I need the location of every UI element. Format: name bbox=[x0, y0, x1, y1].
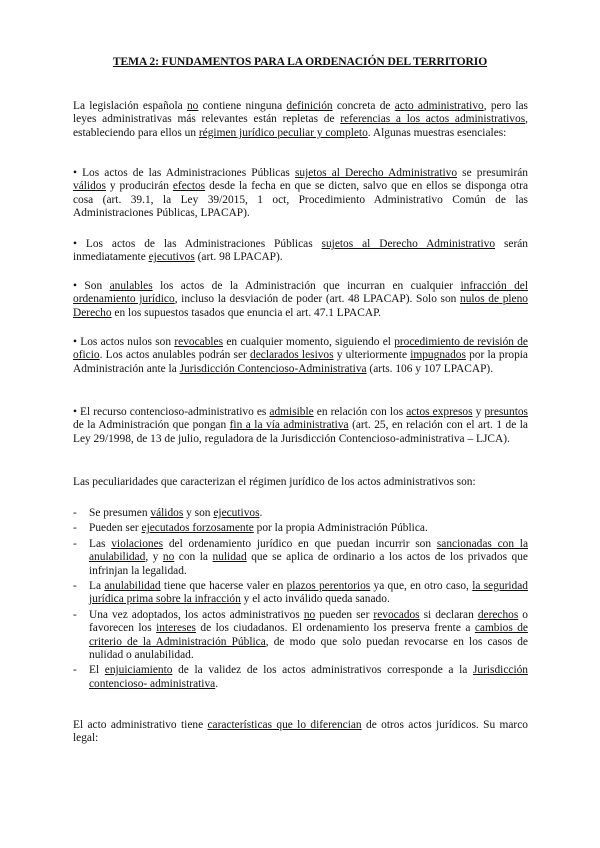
text: por la propia Administración Pública. bbox=[253, 522, 428, 535]
bullet-paragraph-validity bbox=[73, 167, 528, 221]
text: (art. 98 LPACAP). bbox=[194, 251, 283, 264]
underlined-term: enjuiciamiento bbox=[104, 664, 173, 677]
underlined-term: nulidad bbox=[212, 551, 247, 564]
text: por la propia Administración ante la bbox=[73, 349, 528, 375]
underlined-term: ejecutados forzosamente bbox=[141, 522, 254, 535]
list-item bbox=[73, 664, 528, 691]
dash-marker: - bbox=[73, 664, 77, 677]
text: y son bbox=[183, 507, 214, 519]
text: en cualquier momento, siguiendo el bbox=[223, 336, 395, 348]
bullet-paragraph-executive bbox=[73, 238, 528, 265]
underlined-term: plazos perentorios bbox=[286, 580, 371, 593]
underlined-term: características que lo diferencian bbox=[207, 719, 362, 731]
text: , y bbox=[145, 551, 163, 564]
underlined-term: derechos bbox=[477, 608, 519, 621]
text: • Los actos nulos son bbox=[73, 336, 175, 348]
underlined-term: acto administrativo bbox=[394, 100, 484, 112]
underlined-term: cambios de criterio de la Administración Pública bbox=[89, 622, 528, 648]
text: con la bbox=[174, 551, 213, 564]
text: , de modo que solo puedan revocarse en los casos de nulidad o anulabilidad. bbox=[89, 635, 528, 662]
bullet-paragraph-annulable bbox=[73, 280, 528, 320]
text: • Los actos de las Administraciones Públicas bbox=[73, 238, 322, 250]
text: en relación con los bbox=[313, 406, 407, 418]
text: El acto administrativo tiene bbox=[73, 719, 208, 731]
underlined-term: referencias a los actos administrativos bbox=[340, 113, 526, 126]
closing-paragraph bbox=[73, 719, 528, 746]
underlined-term: infracción del ordenamiento jurídico bbox=[73, 280, 528, 306]
underlined-term: definición bbox=[286, 100, 333, 112]
list-item bbox=[73, 507, 528, 520]
underlined-term: Jurisdicción Contencioso-Administrativa bbox=[179, 362, 367, 375]
underlined-term: no bbox=[162, 551, 175, 564]
underlined-term: fin a la vía administrativa bbox=[229, 419, 349, 432]
text: serán inmediatamente bbox=[73, 238, 528, 264]
text: • Los actos de las Administraciones Públicas bbox=[73, 167, 295, 179]
text: se presumirán bbox=[457, 167, 529, 179]
text: en los supuestos tasados que enuncia el art. 47.1 LPACAP. bbox=[111, 306, 382, 319]
text: . Los actos anulables podrán ser bbox=[99, 349, 251, 362]
list-item bbox=[73, 522, 528, 535]
text: y ulteriormente bbox=[333, 349, 411, 362]
text: contiene ninguna bbox=[198, 100, 287, 112]
text: de los ciudadanos. El ordenamiento los preserva frente a bbox=[195, 622, 475, 635]
text: y bbox=[472, 406, 485, 418]
text: El bbox=[89, 664, 105, 677]
dash-marker: - bbox=[73, 522, 77, 535]
underlined-term: procedimiento de revisión de oficio bbox=[73, 336, 528, 362]
underlined-term: régimen jurídico peculiar y completo bbox=[198, 126, 368, 139]
underlined-term: ejecutivos bbox=[148, 251, 195, 264]
text: y producirán bbox=[105, 180, 173, 193]
text: concreta de bbox=[332, 100, 395, 112]
text: Las bbox=[89, 537, 112, 550]
page-title: TEMA 2: FUNDAMENTOS PARA LA ORDENACIÓN DEL TERRITORIO bbox=[112, 55, 488, 68]
text: • Son bbox=[73, 280, 110, 292]
text: de la validez de los actos administrativos corresponde a la bbox=[172, 664, 473, 677]
text: del ordenamiento jurídico en que puedan incurrir son bbox=[163, 537, 437, 550]
text: o favorecen los bbox=[89, 608, 529, 635]
underlined-term: impugnados bbox=[410, 349, 466, 362]
text: Se presumen bbox=[89, 507, 151, 519]
text: . Algunas muestras esenciales: bbox=[367, 126, 507, 139]
text: los actos de la Administración que incurran en cualquier bbox=[152, 280, 461, 292]
underlined-term: sujetos al Derecho Administrativo bbox=[321, 238, 496, 250]
underlined-term: violaciones bbox=[111, 537, 164, 550]
underlined-term: Jurisdicción contencioso- administrativa bbox=[89, 664, 528, 690]
text: de la Administración que pongan bbox=[73, 419, 230, 432]
peculiarities-paragraph: Las peculiaridades que caracterizan el régimen jurídico de los actos administrativos son: bbox=[73, 476, 476, 488]
underlined-term: anulabilidad bbox=[104, 580, 161, 593]
underlined-term: ejecutivos bbox=[213, 507, 260, 519]
dash-marker: - bbox=[73, 608, 77, 621]
underlined-term: declarados lesivos bbox=[250, 349, 334, 362]
underlined-term: revocados bbox=[373, 608, 420, 621]
underlined-term: no bbox=[303, 608, 316, 621]
text: pueden ser bbox=[315, 608, 374, 621]
underlined-term: actos expresos bbox=[406, 406, 473, 418]
text: La legislación española bbox=[73, 100, 187, 112]
underlined-term: intereses bbox=[156, 622, 196, 635]
underlined-term: revocables bbox=[174, 336, 224, 348]
bullet-paragraph-revocable bbox=[73, 336, 528, 376]
underlined-term: sancionadas con la anulabilidad bbox=[89, 537, 529, 564]
text: Pueden ser bbox=[89, 522, 142, 535]
text: y el acto inválido queda sanado. bbox=[240, 593, 390, 606]
intro-paragraph bbox=[73, 100, 528, 140]
text: si declaran bbox=[419, 608, 478, 621]
underlined-term: no bbox=[186, 100, 199, 112]
peculiarities-list bbox=[73, 507, 528, 693]
underlined-term: la seguridad jurídica prima sobre la infracción bbox=[89, 580, 528, 606]
text: ya que, en otro caso, bbox=[370, 580, 473, 593]
text: que se aplica de ordinario a los actos de los privados que infrinjan la legalidad. bbox=[89, 551, 528, 577]
underlined-term: válidos bbox=[150, 507, 184, 519]
dash-marker: - bbox=[73, 537, 77, 550]
text: tiene que hacerse valer en bbox=[160, 580, 287, 593]
text: . bbox=[259, 507, 263, 519]
underlined-term: admisible bbox=[269, 406, 314, 418]
text: , estableciendo para ellos un bbox=[73, 113, 528, 139]
text: desde la fecha en que se dicten, salvo que en ellos se disponga otra cosa (art. 39.1, la Ley 39/2015, 1 oct, Procedimiento Administrativo Común de las Administraciones Públicas, LPACAP). bbox=[73, 180, 528, 220]
list-item bbox=[73, 580, 528, 607]
bullet-paragraph-appeal bbox=[73, 406, 528, 446]
text: (art. 25, en relación con el art. 1 de la Ley 29/1998, de 13 de julio, reguladora de la Jurisdicción Contencioso-administrativa – LJCA). bbox=[73, 419, 528, 445]
list-item bbox=[73, 609, 528, 663]
text: (arts. 106 y 107 LPACAP). bbox=[366, 362, 494, 375]
list-item bbox=[73, 538, 528, 578]
underlined-term: nulos de pleno Derecho bbox=[73, 293, 528, 319]
text: , incluso la desviación de poder (art. 48 LPACAP). Solo son bbox=[174, 293, 460, 306]
underlined-term: anulables bbox=[109, 280, 153, 292]
text: , pero las leyes administrativas más relevantes están repletas de bbox=[73, 100, 528, 126]
dash-marker: - bbox=[73, 507, 77, 519]
text: • El recurso contencioso-administrativo es bbox=[73, 406, 270, 418]
text: Una vez adoptados, los actos administrativos bbox=[89, 608, 304, 621]
text: de otros actos jurídicos. Su marco legal: bbox=[73, 719, 528, 745]
underlined-term: presuntos bbox=[484, 406, 528, 418]
text: La bbox=[89, 580, 105, 593]
dash-marker: - bbox=[73, 580, 77, 593]
underlined-term: válidos bbox=[73, 180, 106, 193]
underlined-term: efectos bbox=[172, 180, 206, 193]
underlined-term: sujetos al Derecho Administrativo bbox=[294, 167, 458, 179]
text: . bbox=[215, 677, 219, 690]
